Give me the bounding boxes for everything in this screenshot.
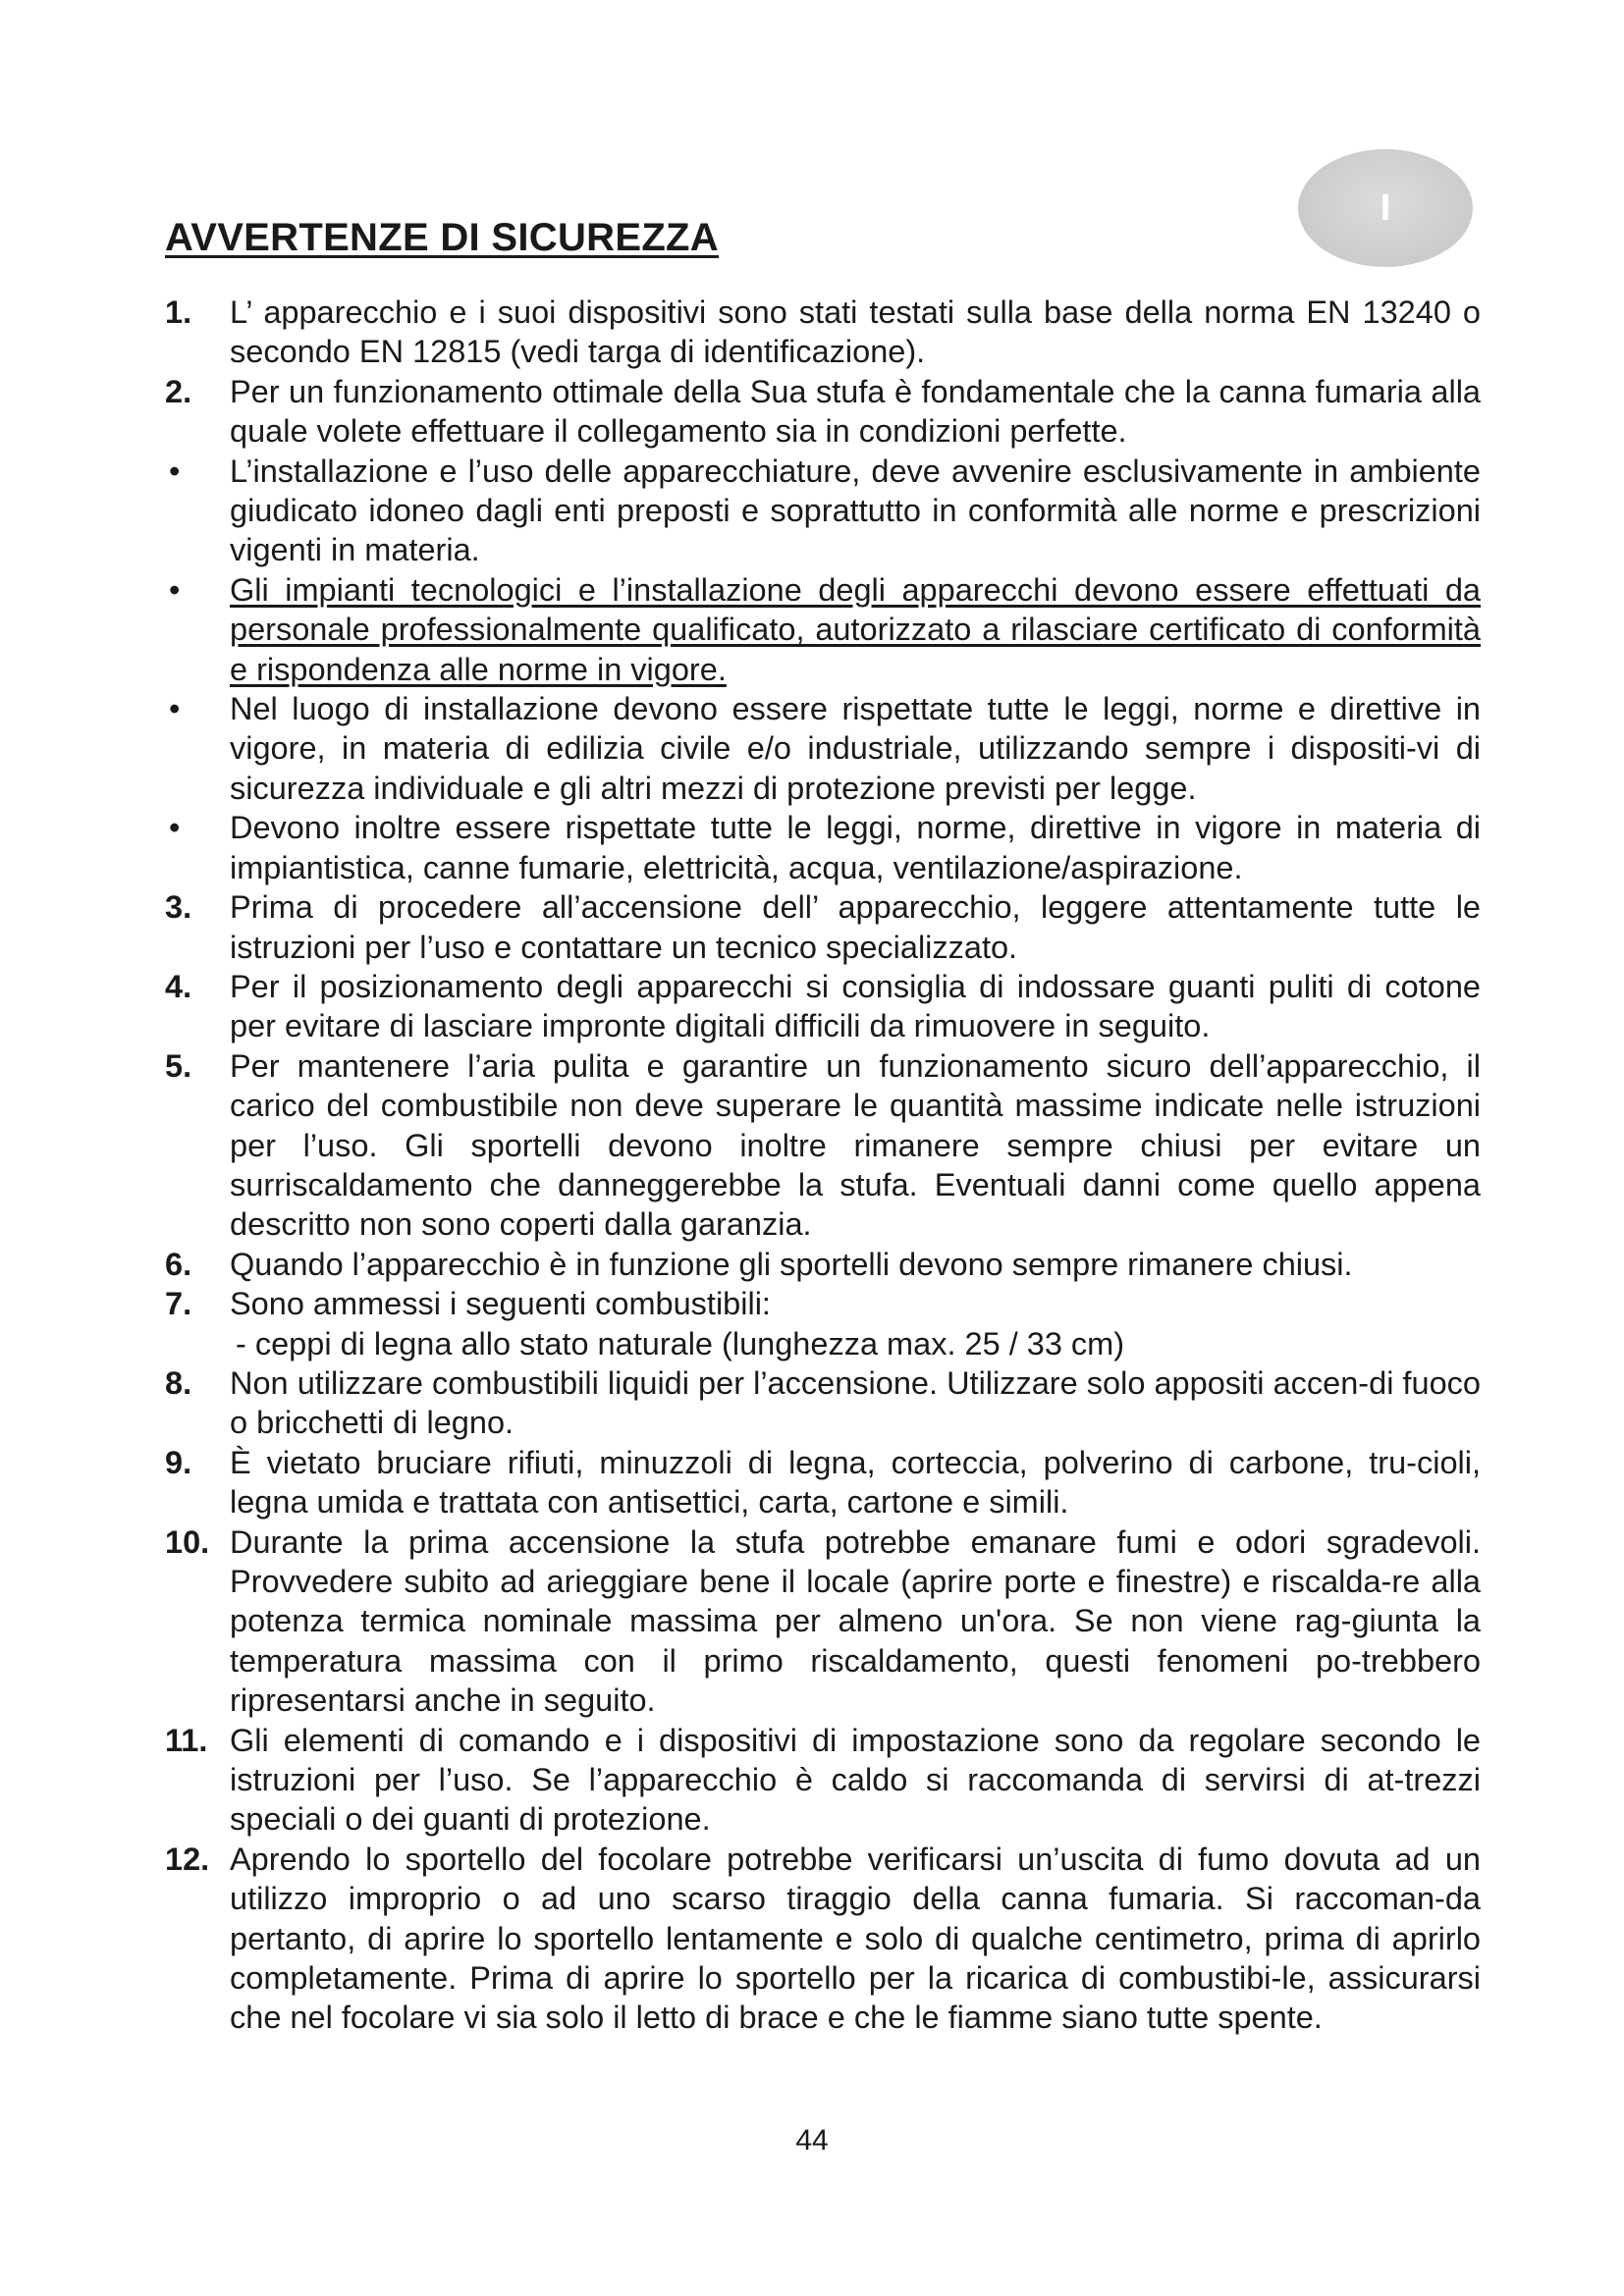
item-number: 11. [165,1722,208,1758]
item-number: 12. [165,1841,210,1877]
item-text: Durante la prima accensione la stufa potrebbe emanare fumi e odori sgradevoli. Provvedere subito ad arieggiare bene il locale (aprire porte e finestre) e riscalda-re alla potenza termica nominale massima per almeno un'ora. Se non viene rag-giunta la temperatura massima con il primo riscaldamento, questi fenomeni po-trebbero ripresentarsi anche in seguito. [230,1523,1481,1719]
item-number: 5. [165,1047,192,1084]
item-text: L’ apparecchio e i suoi dispositivi sono stati testati sulla base della norma EN 13240 o secondo EN 12815 (vedi targa di identificazione). [230,294,1481,370]
list-item [165,570,1481,689]
list-item [165,967,1481,1046]
list-item [165,372,1481,452]
bullet-icon: • [169,571,181,608]
page-title: AVVERTENZE DI SICUREZZA [165,216,719,259]
bullet-icon: • [169,810,181,846]
list-item [165,1443,1481,1522]
bullet-icon: • [169,691,181,727]
item-text: Devono inoltre essere rispettate tutte le leggi, norme, direttive in vigore in materia di impiantistica, canne fumarie, elettricità, acqua, ventilazione/aspirazione. [230,810,1481,885]
item-text: L’installazione e l’uso delle apparecchiature, deve avvenire esclusivamente in ambiente giudicato idoneo dagli enti preposti e soprattutto in conformità alle norme e prescrizioni vigenti in materia. [230,453,1481,568]
bullet-icon: • [169,453,181,489]
list-item [165,452,1481,570]
list-item [165,293,1481,372]
item-number: 6. [165,1246,192,1282]
item-text: Quando l’apparecchio è in funzione gli sportelli devono sempre rimanere chiusi. [230,1246,1353,1282]
language-badge-label: I [1380,187,1391,229]
item-text: Gli elementi di comando e i dispositivi di impostazione sono da regolare secondo le istruzioni per l’uso. Se l’apparecchio è caldo si raccomanda di servirsi di at-trezzi speciali o dei guanti di protezione. [230,1722,1481,1838]
item-number: 1. [165,294,192,330]
list-item [165,689,1481,808]
item-number: 8. [165,1364,192,1401]
item-text: Non utilizzare combustibili liquidi per l’accensione. Utilizzare solo appositi accen-di fuoco o bricchetti di legno. [230,1364,1481,1441]
item-text: Per mantenere l’aria pulita e garantire un funzionamento sicuro dell’apparecchio, il carico del combustibile non deve superare le quantità massime indicate nelle istruzioni per l’uso. Gli sportelli devono inoltre rimanere sempre chiusi per evitare un surriscaldamento che danneggerebbe la stufa. Eventuali danni come quello appena descritto non sono coperti dalla garanzia. [230,1047,1481,1243]
item-text-underlined: Gli impianti tecnologici e l’installazione degli apparecchi devono essere effettuati da personale professionalmente qualificato, autorizzato a rilasciare certificato di conformità e rispondenza alle norme in vigore. [230,571,1481,687]
item-number: 4. [165,968,192,1004]
language-badge [1298,149,1473,267]
list-item [165,1046,1481,1245]
item-number: 10. [165,1523,210,1560]
item-text-group [230,1284,1481,1363]
list-item [165,808,1481,887]
list-item [165,1245,1481,1284]
item-number: 2. [165,373,192,409]
item-text: Per un funzionamento ottimale della Sua stufa è fondamentale che la canna fumaria alla quale volete effettuare il collegamento sia in condizioni perfette. [230,373,1481,450]
item-text: Per il posizionamento degli apparecchi si consiglia di indossare guanti puliti di cotone per evitare di lasciare impronte digitali difficili da rimuovere in seguito. [230,968,1481,1044]
item-subtext: - ceppi di legna allo stato naturale (lunghezza max. 25 / 33 cm) [236,1325,1125,1362]
safety-warnings-list [165,293,1481,2038]
item-text: Prima di procedere all’accensione dell’ apparecchio, leggere attentamente tutte le istruzioni per l’uso e contattare un tecnico specializzato. [230,889,1481,965]
list-item [165,1840,1481,2038]
list-item [165,1522,1481,1721]
list-item [165,1363,1481,1443]
item-number: 7. [165,1286,192,1322]
list-item [165,1284,1481,1363]
item-text: È vietato bruciare rifiuti, minuzzoli di legna, corteccia, polverino di carbone, tru-cioli, legna umida e trattata con antisettici, carta, cartone e simili. [230,1444,1481,1521]
list-item [165,1721,1481,1840]
item-text: Sono ammessi i seguenti combustibili: [230,1286,771,1322]
list-item [165,887,1481,967]
item-number: 9. [165,1444,192,1480]
item-text: Aprendo lo sportello del focolare potrebbe verificarsi un’uscita di fumo dovuta ad un utilizzo improprio o ad uno scarso tiraggio della canna fumaria. Si raccoman-da pertanto, di aprire lo sportello lentamente e solo di qualche centimetro, prima di aprirlo completamente. Prima di aprire lo sportello per la ricarica di combustibi-le, assicurarsi che nel focolare vi sia solo il letto di brace e che le fiamme siano tutte spente. [230,1841,1481,2036]
item-text: Nel luogo di installazione devono essere rispettate tutte le leggi, norme e direttive in vigore, in materia di edilizia civile e/o industriale, utilizzando sempre i dispositi-vi di sicurezza individuale e gli altri mezzi di protezione previsti per legge. [230,691,1481,806]
page-number: 44 [795,2124,829,2157]
item-number: 3. [165,889,192,926]
